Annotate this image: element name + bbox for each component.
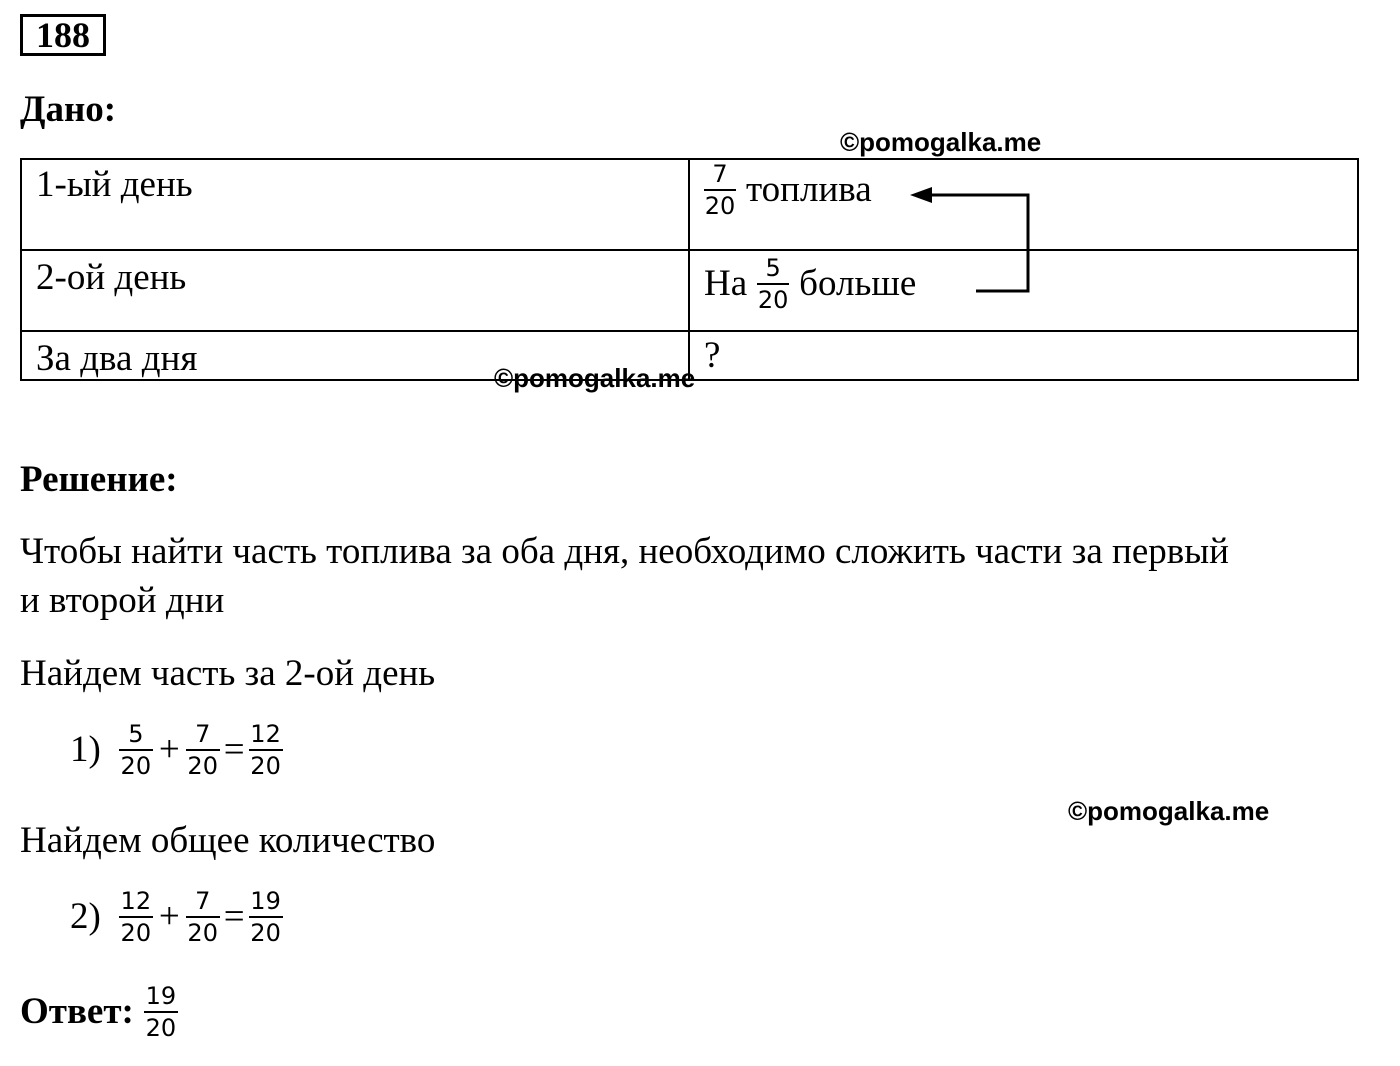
fraction [186, 889, 220, 945]
fraction-numerator: 19 [250, 887, 281, 915]
table-row-label-day2: 2-ой день [36, 257, 187, 298]
fraction-numerator: 19 [145, 982, 177, 1010]
fraction-denominator: 20 [120, 752, 152, 780]
equals-sign: = [223, 729, 245, 770]
given-heading: Дано: [20, 89, 117, 130]
solution-intro-line2: и второй дни [20, 580, 225, 621]
comparison-arrow [900, 180, 1040, 300]
fraction-numerator: 7 [195, 720, 211, 748]
fraction [757, 256, 789, 312]
table-row-value-total: ? [704, 335, 721, 376]
fraction [119, 889, 153, 945]
fraction-numerator: 12 [250, 720, 281, 748]
fraction-numerator: 5 [765, 254, 781, 282]
table-divider [688, 158, 690, 381]
fraction [704, 162, 736, 218]
plus-sign: + [158, 896, 180, 937]
fraction-denominator: 20 [250, 752, 281, 780]
fraction-numerator: 12 [120, 887, 152, 915]
plus-sign: + [158, 729, 180, 770]
answer-fraction [144, 984, 178, 1040]
fraction [249, 889, 283, 945]
step1-caption: Найдем часть за 2-ой день [20, 653, 436, 694]
problem-number: 188 [20, 14, 106, 56]
fraction-numerator: 5 [128, 720, 144, 748]
fraction-denominator: 20 [120, 919, 152, 947]
watermark: ©pomogalka.me [494, 363, 696, 393]
fraction-denominator: 20 [704, 192, 736, 220]
watermark: ©pomogalka.me [1068, 796, 1270, 826]
fraction-numerator: 7 [195, 887, 211, 915]
fraction [186, 722, 220, 778]
fraction-denominator: 20 [145, 1014, 177, 1042]
step2-equation [70, 889, 283, 945]
solution-intro-line1: Чтобы найти часть топлива за оба дня, необходимо сложить части за первый [20, 531, 1229, 572]
fraction-denominator: 20 [757, 286, 789, 314]
step2-caption: Найдем общее количество [20, 820, 436, 861]
value-text: больше [799, 263, 917, 304]
watermark: ©pomogalka.me [840, 127, 1042, 157]
step-index: 2) [70, 896, 101, 937]
table-row-value-day1 [704, 162, 872, 218]
equals-sign: = [223, 896, 245, 937]
table-row-label-day1: 1-ый день [36, 164, 193, 205]
step-index: 1) [70, 729, 101, 770]
fraction [249, 722, 283, 778]
answer-label: Ответ: [20, 991, 134, 1032]
fraction-numerator: 7 [712, 160, 728, 188]
table-row-label-total: За два дня [36, 338, 198, 379]
value-prefix: На [704, 263, 748, 304]
value-text: топлива [746, 169, 872, 210]
solution-heading: Решение: [20, 459, 178, 500]
answer [20, 984, 178, 1040]
step1-equation [70, 722, 283, 778]
fraction [119, 722, 153, 778]
fraction-denominator: 20 [250, 919, 281, 947]
fraction-denominator: 20 [187, 919, 218, 947]
fraction-denominator: 20 [187, 752, 218, 780]
table-row-value-day2 [704, 256, 916, 312]
